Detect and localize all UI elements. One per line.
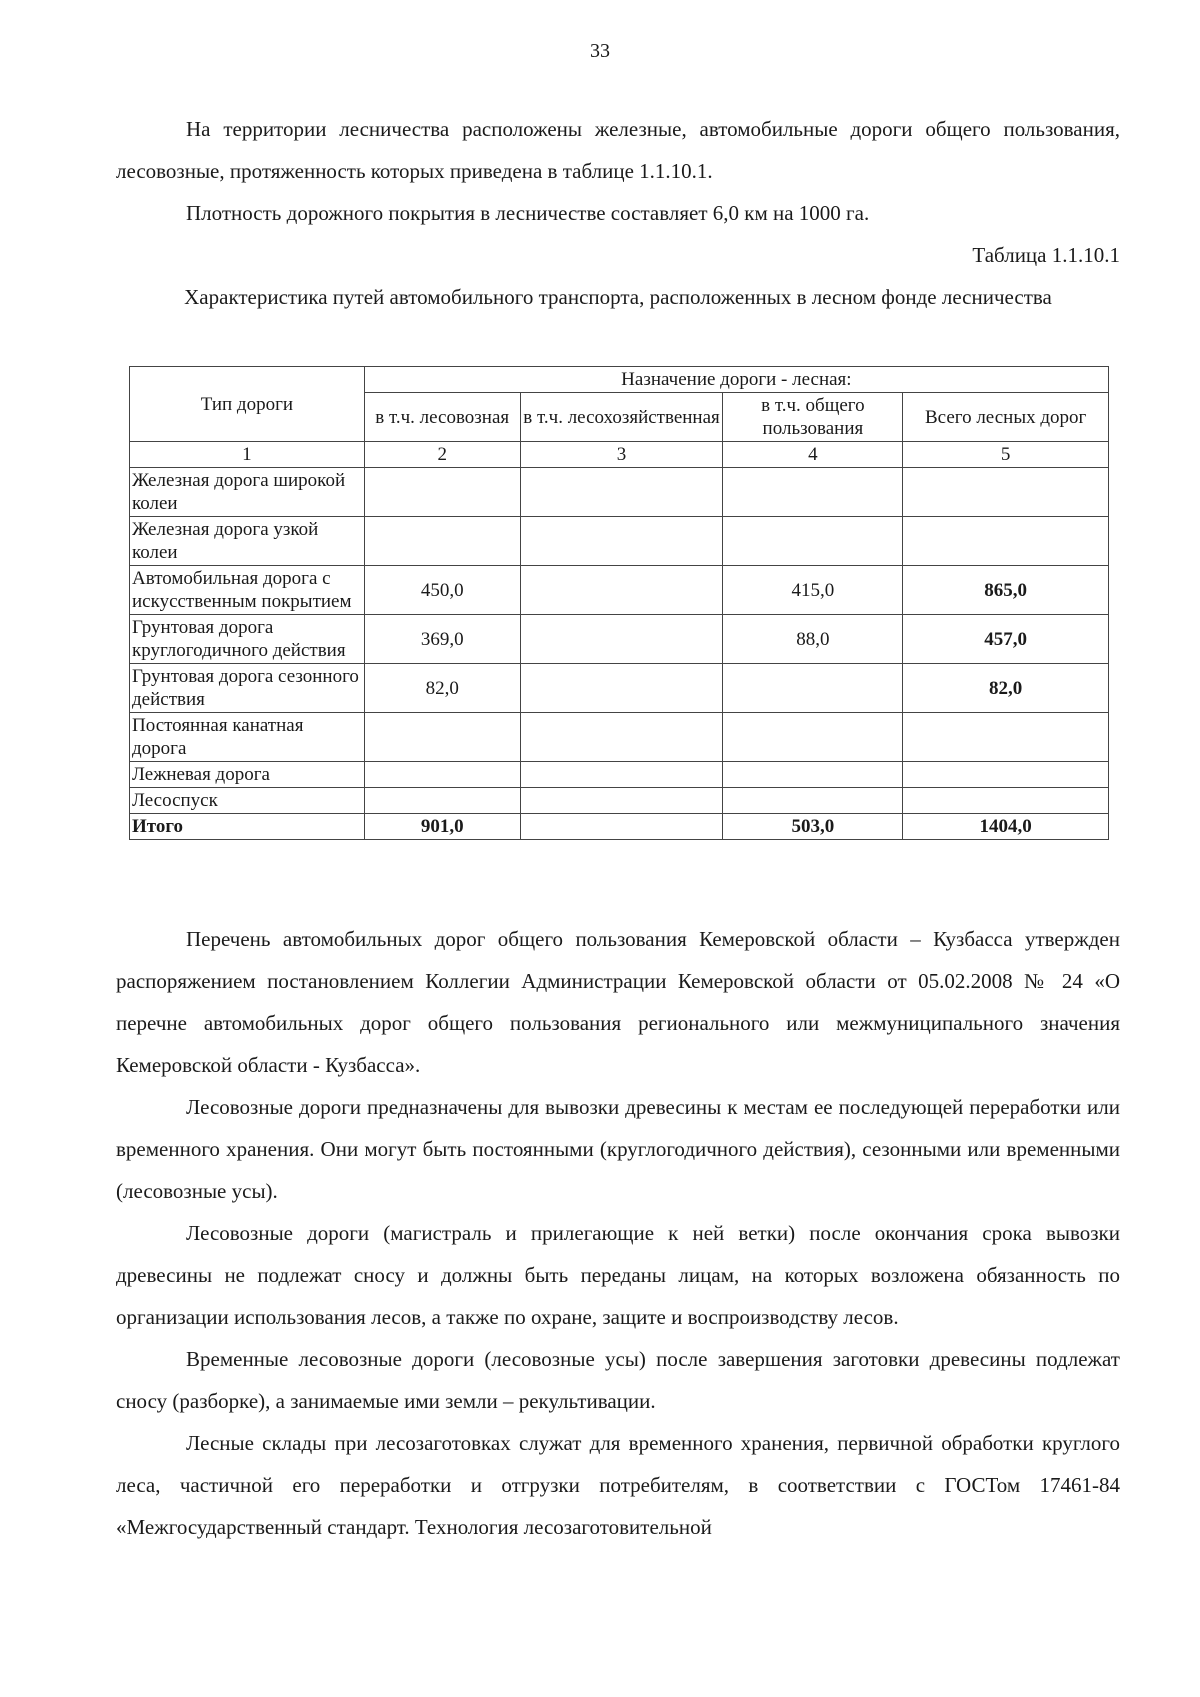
intro-paragraph-1: На территории лесничества расположены железные, автомобильные дороги общего пользования, лесовозные, протяженность которых приведена в таблице 1.1.10.1. [116, 117, 1120, 183]
row-road-type: Железная дорога узкой колеи [130, 517, 365, 566]
cell-total: 457,0 [903, 615, 1109, 664]
table-header-row [130, 367, 1109, 393]
cell-forestry [520, 615, 723, 664]
paragraph-forest-storage: Лесные склады при лесозаготовках служат для временного хранения, первичной обработки круглого леса, частичной его переработки и отгрузки потребителям, в соответствии с ГОСТом 17461-84 «Межгосударственный стандарт. Технология лесозаготовительной [116, 1431, 1120, 1539]
cell-logging [364, 762, 520, 788]
cell-forestry [520, 788, 723, 814]
table-row [130, 566, 1109, 615]
cell-public [723, 762, 903, 788]
header-total-forest: Всего лесных дорог [903, 393, 1109, 442]
cell-logging [364, 713, 520, 762]
cell-forestry [520, 468, 723, 517]
cell-public [723, 788, 903, 814]
header-public: в т.ч. общего пользования [723, 393, 903, 442]
cell-public [723, 713, 903, 762]
column-number: 4 [723, 442, 903, 468]
cell-logging: 369,0 [364, 615, 520, 664]
total-label: Итого [130, 814, 365, 840]
total-all: 1404,0 [903, 814, 1109, 840]
cell-logging [364, 468, 520, 517]
cell-public [723, 468, 903, 517]
table-title: Характеристика путей автомобильного транспорта, расположенных в лесном фонде лесничества [184, 285, 1052, 309]
cell-public: 415,0 [723, 566, 903, 615]
row-road-type: Грунтовая дорога сезонного действия [130, 664, 365, 713]
total-forestry [520, 814, 723, 840]
header-logging: в т.ч. лесовозная [364, 393, 520, 442]
table-row [130, 615, 1109, 664]
row-road-type: Лежневая дорога [130, 762, 365, 788]
cell-forestry [520, 566, 723, 615]
table-row [130, 517, 1109, 566]
cell-total: 82,0 [903, 664, 1109, 713]
cell-total [903, 468, 1109, 517]
cell-forestry [520, 664, 723, 713]
table-row [130, 468, 1109, 517]
header-purpose-group: Назначение дороги - лесная: [364, 367, 1108, 393]
cell-public [723, 517, 903, 566]
cell-logging: 82,0 [364, 664, 520, 713]
row-road-type: Лесоспуск [130, 788, 365, 814]
table-row [130, 664, 1109, 713]
table-label: Таблица 1.1.10.1 [972, 243, 1120, 267]
column-number: 1 [130, 442, 365, 468]
table-row [130, 788, 1109, 814]
total-logging: 901,0 [364, 814, 520, 840]
paragraph-temporary-roads: Временные лесовозные дороги (лесовозные усы) после завершения заготовки древесины подлежат сносу (разборке), а занимаемые ими земли – рекультивации. [116, 1347, 1120, 1413]
paragraph-road-list: Перечень автомобильных дорог общего пользования Кемеровской области – Кузбасса утвержден распоряжением постановлением Коллегии Администрации Кемеровской области от 05.02.2008 № 24 «О перечне автомобильных дорог общего пользования регионального или межмуниципального значения Кемеровской области - Кузбасса». [116, 927, 1120, 1077]
cell-logging [364, 517, 520, 566]
column-number-row [130, 442, 1109, 468]
table-row [130, 762, 1109, 788]
paragraph-road-transfer: Лесовозные дороги (магистраль и прилегающие к ней ветки) после окончания срока вывозки древесины не подлежат сносу и должны быть переданы лицам, на которых возложена обязанность по организации использования лесов, а также по охране, защите и воспроизводству лесов. [116, 1221, 1120, 1329]
intro-paragraph-2: Плотность дорожного покрытия в лесничестве составляет 6,0 км на 1000 га. [186, 201, 870, 225]
total-public: 503,0 [723, 814, 903, 840]
table-total-row [130, 814, 1109, 840]
cell-forestry [520, 762, 723, 788]
cell-total [903, 762, 1109, 788]
cell-public: 88,0 [723, 615, 903, 664]
row-road-type: Автомобильная дорога с искусственным покрытием [130, 566, 365, 615]
body-section [116, 918, 1120, 1548]
roads-table [129, 366, 1109, 840]
header-forestry: в т.ч. лесохозяйственная [520, 393, 723, 442]
intro-section [116, 108, 1120, 318]
header-road-type: Тип дороги [130, 367, 365, 442]
cell-total [903, 788, 1109, 814]
column-number: 2 [364, 442, 520, 468]
table-row [130, 713, 1109, 762]
cell-forestry [520, 517, 723, 566]
cell-logging [364, 788, 520, 814]
row-road-type: Железная дорога широкой колеи [130, 468, 365, 517]
row-road-type: Постоянная канатная дорога [130, 713, 365, 762]
column-number: 5 [903, 442, 1109, 468]
cell-logging: 450,0 [364, 566, 520, 615]
cell-total [903, 517, 1109, 566]
cell-public [723, 664, 903, 713]
column-number: 3 [520, 442, 723, 468]
row-road-type: Грунтовая дорога круглогодичного действия [130, 615, 365, 664]
cell-forestry [520, 713, 723, 762]
cell-total [903, 713, 1109, 762]
page-number: 33 [590, 40, 610, 62]
paragraph-logging-roads: Лесовозные дороги предназначены для вывозки древесины к местам ее последующей переработки или временного хранения. Они могут быть постоянными (круглогодичного действия), сезонными или временными (лесовозные усы). [116, 1095, 1120, 1203]
cell-total: 865,0 [903, 566, 1109, 615]
